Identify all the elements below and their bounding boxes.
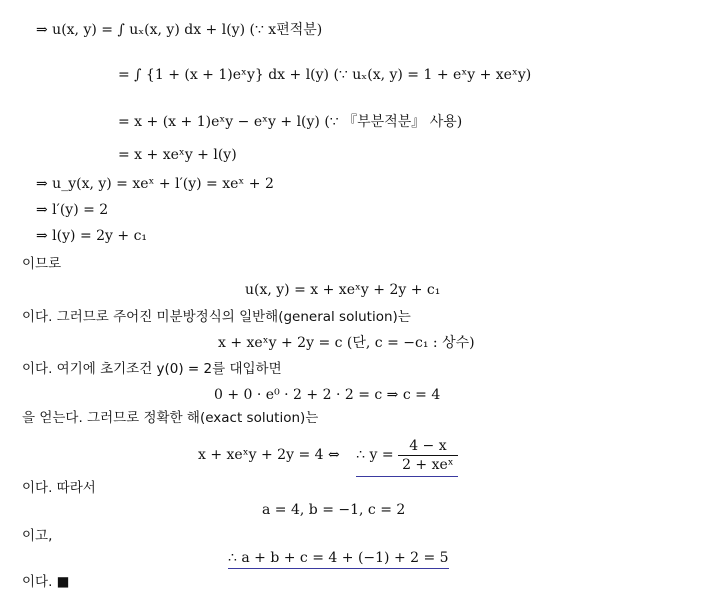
- equation-exact: [198, 436, 458, 477]
- text-line-7: 이다. ■: [22, 574, 70, 590]
- exact-fraction: [398, 437, 458, 474]
- text-line-5: 이다. 따라서: [22, 480, 96, 496]
- fraction-denominator: 2 + xeˣ: [402, 456, 454, 473]
- text-line-3: 이다. 여기에 초기조건 y(0) = 2를 대입하면: [22, 361, 282, 377]
- final-answer-underlined: ∴ a + b + c = 4 + (−1) + 2 = 5: [228, 550, 449, 569]
- step-4: = x + xeˣy + l(y): [118, 147, 237, 163]
- final-answer: [228, 548, 449, 568]
- text-line-4: 을 얻는다. 그러므로 정확한 해(exact solution)는: [22, 410, 319, 426]
- text-line-1: 이므로: [22, 256, 62, 272]
- equation-initial: 0 + 0 · e⁰ · 2 + 2 · 2 = c ⇒ c = 4: [214, 387, 441, 403]
- step-6: ⇒ l′(y) = 2: [36, 202, 109, 218]
- exact-left: x + xeˣy + 2y = 4 ⇔: [198, 447, 340, 463]
- step-7: ⇒ l(y) = 2y + c₁: [36, 228, 148, 244]
- equation-solution: x + xeˣy + 2y = c (단, c = −c₁ : 상수): [218, 335, 475, 351]
- therefore-y: ∴ y =: [356, 447, 394, 463]
- equation-general: u(x, y) = x + xeˣy + 2y + c₁: [245, 282, 441, 298]
- step-2: = ∫ {1 + (x + 1)eˣy} dx + l(y) (∵ uₓ(x, y) = 1 + eˣy + xeˣy): [118, 67, 532, 83]
- text-line-2: 이다. 그러므로 주어진 미분방정식의 일반해(general solution)는: [22, 309, 411, 325]
- text-line-6: 이고,: [22, 528, 53, 544]
- step-3: = x + (x + 1)eˣy − eˣy + l(y) (∵ 『부분적분』 사용): [118, 114, 463, 130]
- exact-result-underlined: [356, 436, 458, 477]
- fraction-numerator: 4 − x: [398, 437, 458, 456]
- equation-values: a = 4, b = −1, c = 2: [262, 502, 406, 518]
- step-5: ⇒ u_y(x, y) = xeˣ + l′(y) = xeˣ + 2: [36, 176, 274, 192]
- step-1: ⇒ u(x, y) = ∫ uₓ(x, y) dx + l(y) (∵ x편적분): [36, 22, 323, 38]
